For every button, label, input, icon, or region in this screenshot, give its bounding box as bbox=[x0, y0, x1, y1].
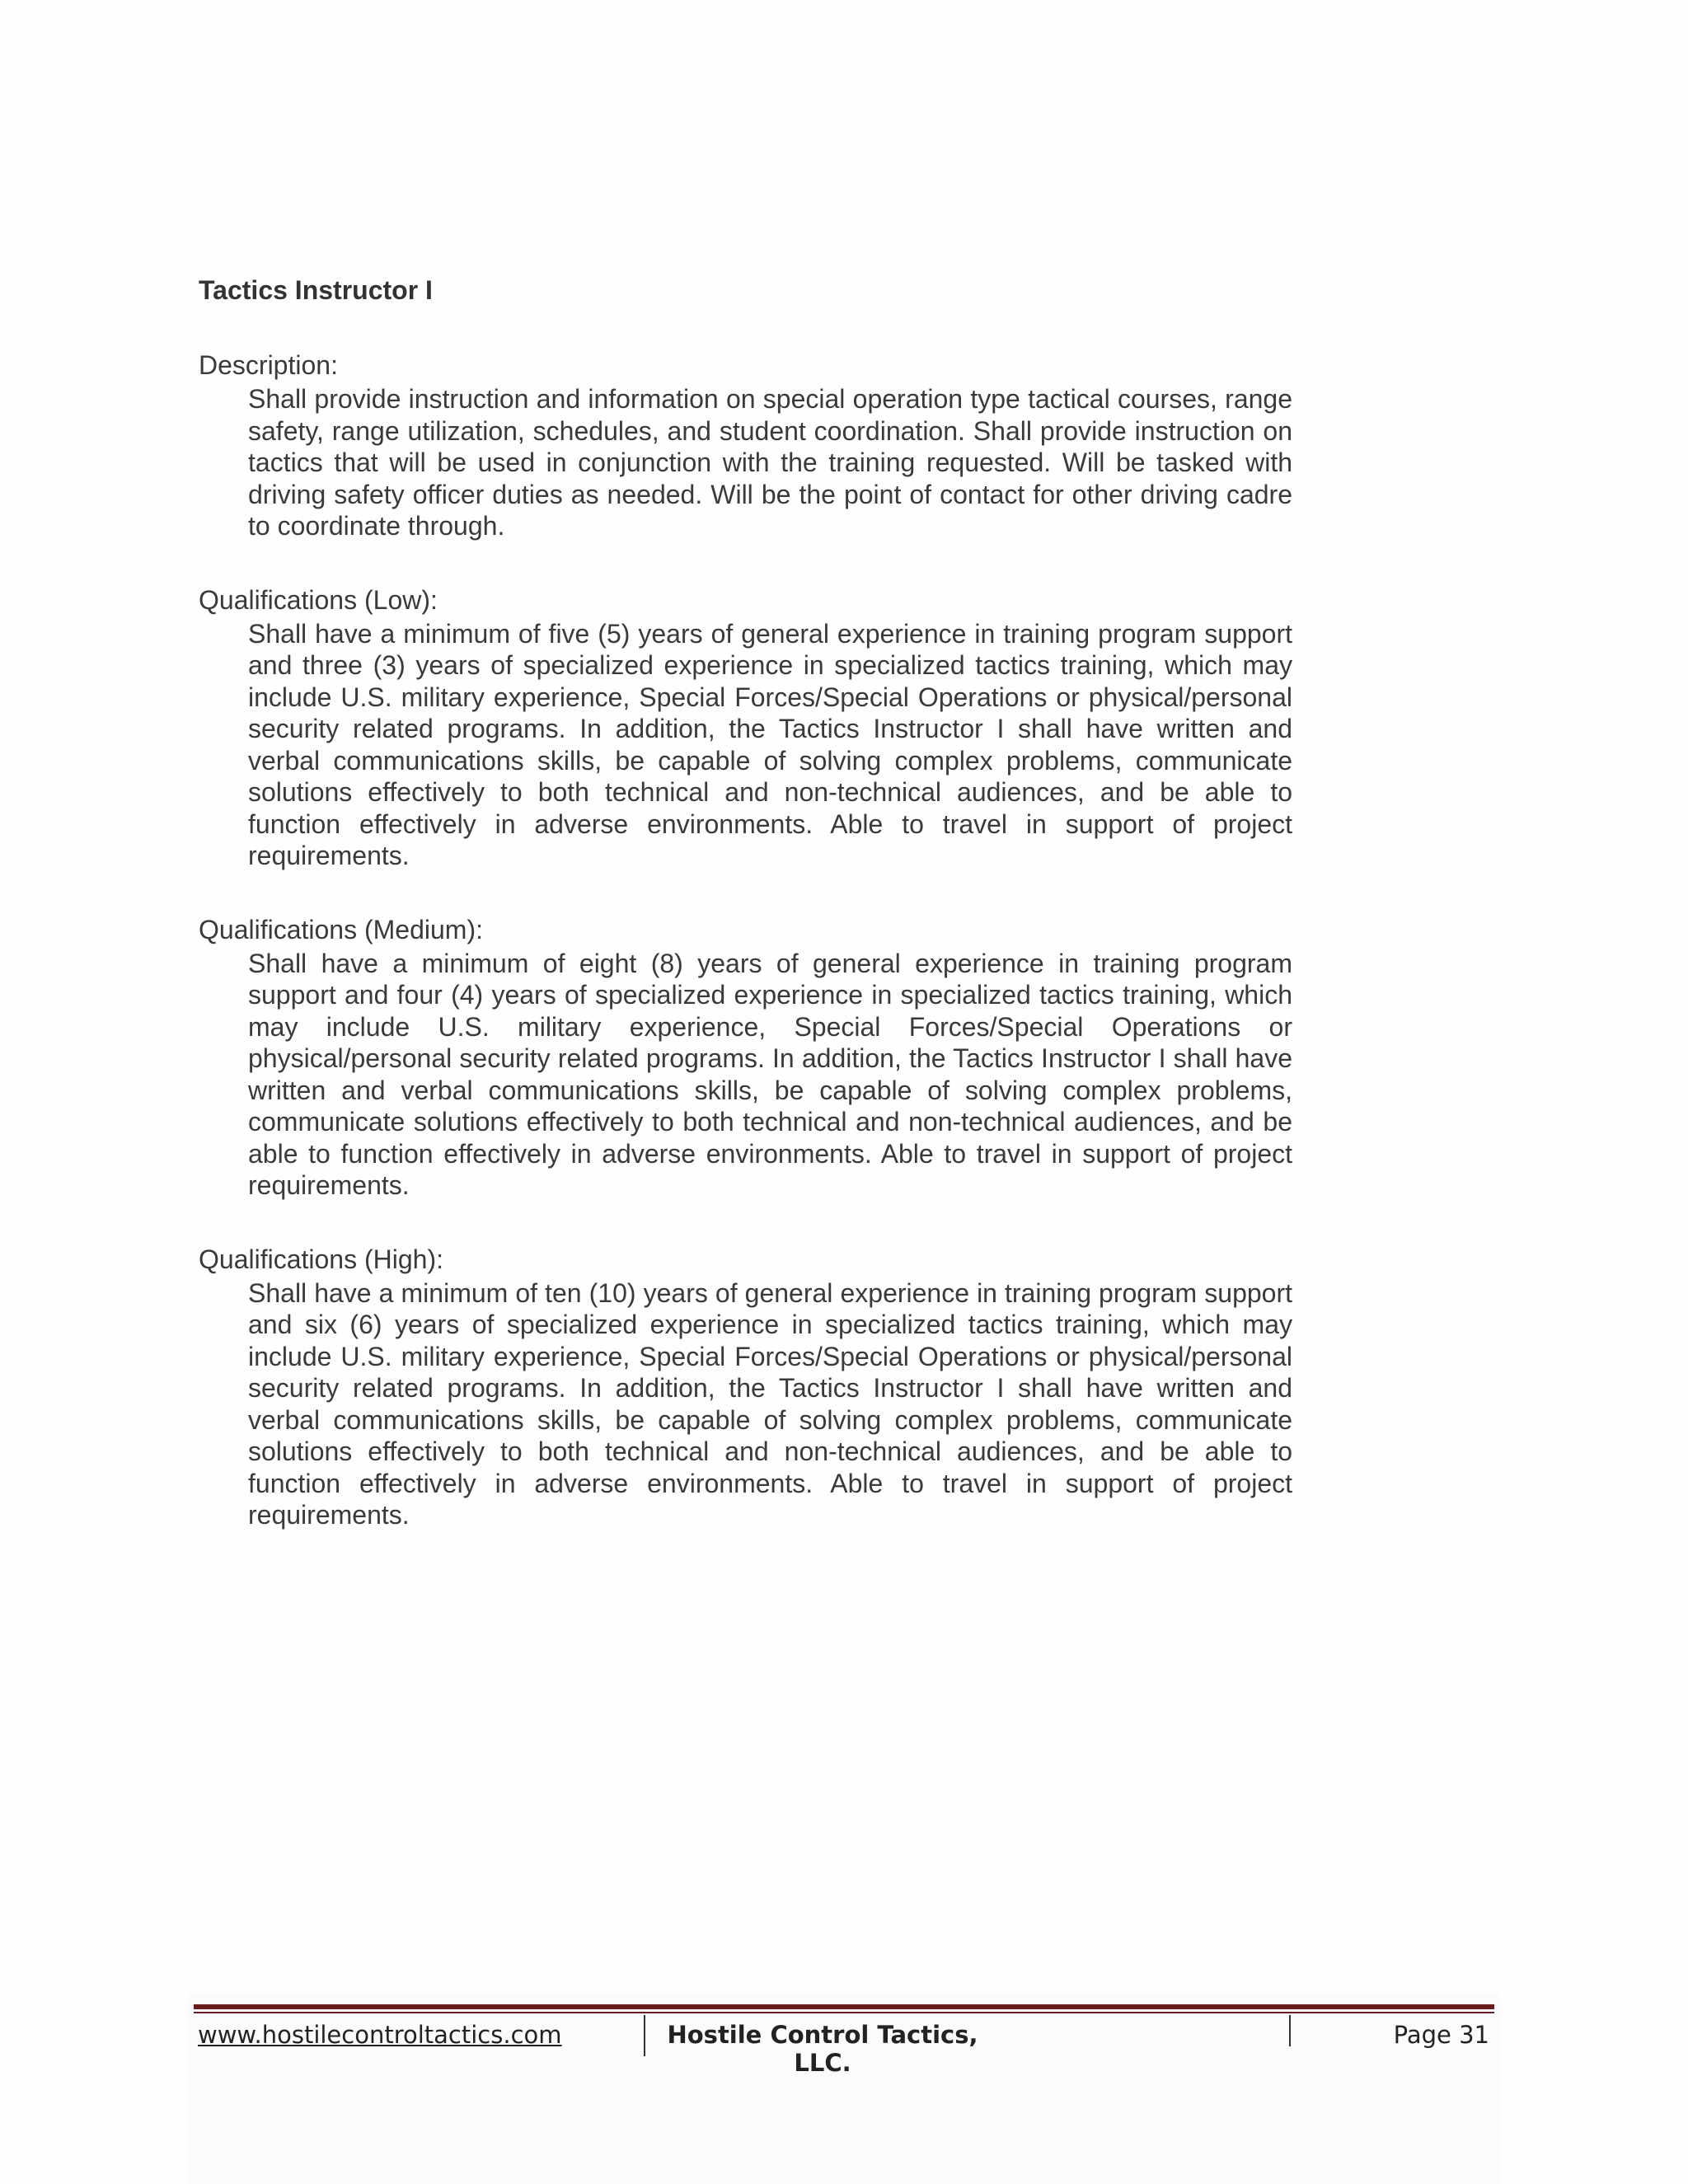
qualifications-low-label: Qualifications (Low): bbox=[199, 584, 438, 615]
qualifications-high-block bbox=[199, 1244, 1292, 1531]
footer-company-name: Hostile Control Tactics, LLC. bbox=[667, 2021, 978, 2077]
qualifications-low-block bbox=[199, 584, 1292, 872]
qualifications-medium-block bbox=[199, 914, 1292, 1202]
description-block bbox=[199, 349, 1292, 542]
document-body bbox=[199, 274, 1292, 1573]
qualifications-high-text: Shall have a minimum of ten (10) years of general experience in training program support and six (6) years of specialized experience in specialized tactics training, which may include U.S. military experience, Special Forces/Special Operations or physical/personal security related programs. In addition, the Tactics Instructor I shall have written and verbal communications skills, be capable of solving complex problems, communicate solutions effectively to both technical and non-technical audiences, and be able to function effectively in adverse environments. Able to travel in support of project requirements. bbox=[248, 1277, 1292, 1530]
description-label: Description: bbox=[199, 350, 338, 380]
footer-website-link[interactable]: www.hostilecontroltactics.com bbox=[198, 2021, 562, 2049]
page-footer bbox=[194, 2015, 1494, 2077]
qualifications-medium-label: Qualifications (Medium): bbox=[199, 914, 483, 944]
section-title: Tactics Instructor I bbox=[199, 275, 433, 305]
footer-divider bbox=[1289, 2015, 1291, 2046]
footer-page-number: Page 31 bbox=[1393, 2021, 1489, 2049]
qualifications-medium-text: Shall have a minimum of eight (8) years of general experience in training program support and four (4) years of specialized experience in specialized tactics training, which may include U.S. military experience, Special Forces/Special Operations or physical/personal security related programs. In addition, the Tactics Instructor I shall have written and verbal communications skills, be capable of solving complex problems, communicate solutions effectively to both technical and non-technical audiences, and be able to function effectively in adverse environments. Able to travel in support of project requirements. bbox=[248, 948, 1292, 1200]
footer-rule-thin bbox=[194, 2012, 1494, 2013]
qualifications-high-label: Qualifications (High): bbox=[199, 1244, 443, 1274]
footer-rule bbox=[194, 2004, 1494, 2009]
qualifications-low-text: Shall have a minimum of five (5) years of general experience in training program support and three (3) years of specialized experience in specialized tactics training, which may include U.S. military experience, Special Forces/Special Operations or physical/personal security related programs. In addition, the Tactics Instructor I shall have written and verbal communications skills, be capable of solving complex problems, communicate solutions effectively to both technical and non-technical audiences, and be able to function effectively in adverse environments. Able to travel in support of project requirements. bbox=[248, 618, 1292, 870]
description-text: Shall provide instruction and information on special operation type tactical courses, range safety, range utilization, schedules, and student coordination. Shall provide instruction on tactics that will be used in conjunction with the training requested. Will be tasked with driving safety officer duties as needed. Will be the point of contact for other driving cadre to coordinate through. bbox=[248, 384, 1292, 541]
